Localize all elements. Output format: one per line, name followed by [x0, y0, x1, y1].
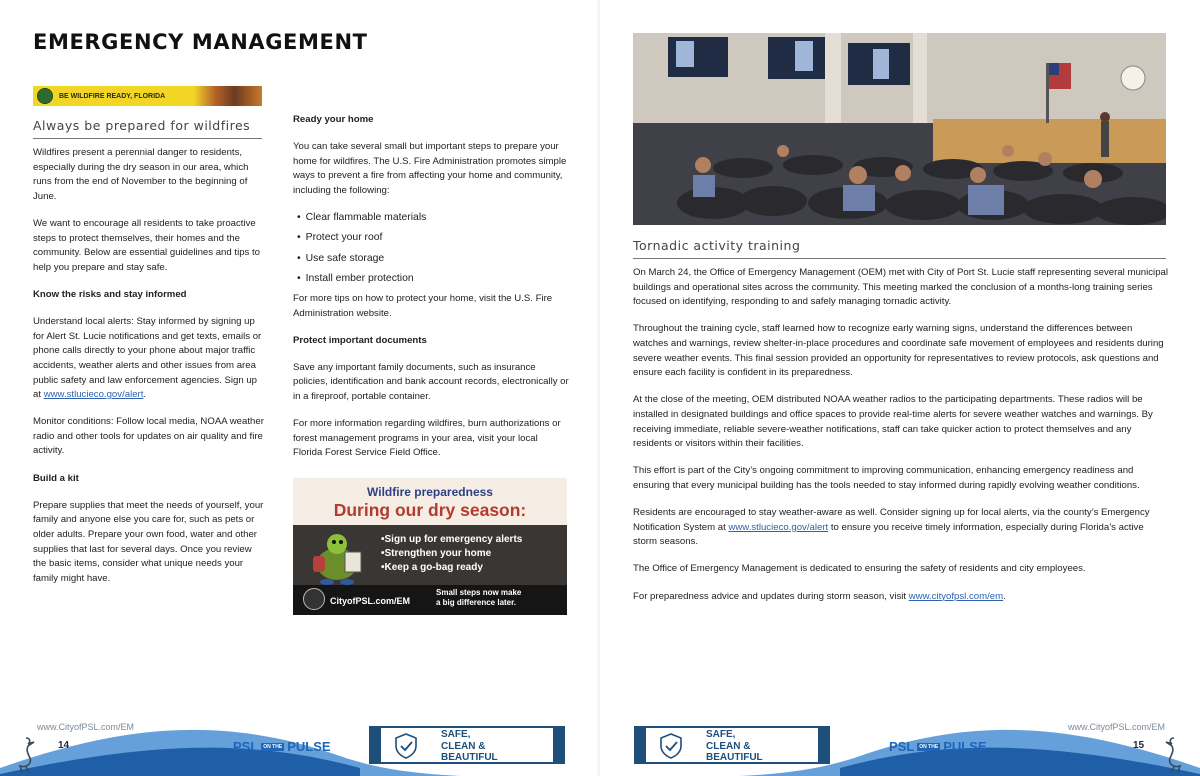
scb-line: BEAUTIFUL	[706, 752, 763, 763]
poster-bullets	[381, 533, 522, 575]
paragraph: You can take several small but important steps to prepare your home for wildfires. The U.S. Fire Administration promotes simple ways to prevent a fire from affecting your home and community, including the following:	[293, 141, 567, 196]
paragraph-visit	[633, 590, 1170, 605]
poster-bullet: • Sign up for emergency alerts	[381, 533, 522, 547]
safe-clean-beautiful-logo	[369, 726, 565, 764]
turtle-mascot-icon	[301, 530, 373, 586]
paragraph: Prepare supplies that meet the needs of yourself, your family and anyone else you care for, such as pets or older adults. Prepare your own food, water and other supplies that last for several days. Once you review the basic items, consider what unique needs your family might have.	[33, 499, 264, 584]
paragraph: Throughout the training cycle, staff learned how to recognize early warning signs, understand the differences between watches and warnings, review shelter-in-place procedures and coordinate safe movement of employees and residents during severe weather events. This final session provided an opportunity for representatives to review protocols, ask questions and ensure each facility is confident in its preparedness.	[633, 323, 1164, 379]
logo-badge: ON THE	[919, 743, 939, 750]
scb-line: SAFE,	[706, 729, 736, 740]
paragraph: We want to encourage all residents to take proactive steps to protect themselves, their homes and the community. Below are essential guidelines and tips to help you prepare and stay safe.	[33, 217, 260, 273]
wildfire-banner	[33, 86, 262, 106]
paragraph-end: .	[1003, 590, 1006, 602]
stlucie-alert-link[interactable]: www.stlucieco.gov/alert	[728, 521, 829, 533]
heading-rule	[33, 138, 262, 139]
column-2	[293, 113, 569, 474]
stlucie-alert-link[interactable]: www.stlucieco.gov/alert	[43, 389, 144, 401]
paragraph-alerts	[633, 506, 1170, 550]
logo-pulse: PULSE	[287, 739, 331, 754]
paragraph: Save any important family documents, such as insurance policies, identification and bank account records, electronically or in a fireproof, portable container.	[293, 361, 569, 403]
paragraph-alerts	[33, 315, 265, 403]
cityofpsl-em-link[interactable]: www.cityofpsl.com/em	[908, 590, 1004, 602]
poster-url: CityofPSL.com/EM	[330, 596, 411, 606]
banner-fire-image	[194, 86, 262, 106]
home-tips-list	[297, 211, 569, 286]
paragraph: This effort is part of the City’s ongoing commitment to improving communication, enhancing emergency readiness and ensuring that every municipal building has the tools needed to stay informed during rapidly evolving weather conditions.	[633, 465, 1140, 491]
paragraph-text: to ensure you receive timely information, especially during Florida’s active storm seasons.	[633, 521, 1144, 548]
scb-bar	[553, 728, 563, 762]
logo-psl: PSL	[889, 739, 915, 754]
column-1	[33, 146, 265, 599]
page-title: EMERGENCY MANAGEMENT	[33, 30, 368, 54]
subheading-build-kit: Build a kit	[33, 472, 79, 484]
scb-line: BEAUTIFUL	[441, 752, 498, 763]
footer-url: www.CityofPSL.com/EM	[1068, 722, 1166, 732]
paragraph-end: .	[143, 389, 147, 401]
section-heading-tornadic: Tornadic activity training	[633, 238, 801, 253]
paragraph: The Office of Emergency Management is dedicated to ensuring the safety of residents and city employees.	[633, 563, 1086, 575]
psl-pulse-logo	[889, 739, 987, 754]
list-item: • Install ember protection	[297, 272, 569, 286]
poster-title: Wildfire preparedness	[367, 485, 493, 499]
banner-text: BE WILDFIRE READY, FLORIDA	[59, 92, 166, 100]
heron-icon	[12, 736, 38, 774]
scb-line: CLEAN &	[706, 740, 751, 752]
scb-line: SAFE,	[441, 729, 471, 740]
logo-badge: ON THE	[263, 743, 283, 750]
poster-subtitle: During our dry season:	[333, 500, 527, 520]
paragraph-text: For preparedness advice and updates during storm season, visit	[633, 590, 907, 602]
wildfire-poster	[293, 478, 567, 615]
section-heading-wildfires: Always be prepared for wildfires	[33, 118, 251, 133]
paragraph-text: Residents are encouraged to stay weather-aware as well. Consider signing up for local alerts, via the county’s Emergency Notification System at	[633, 507, 1150, 533]
city-seal-icon	[303, 588, 325, 610]
poster-bullet: • Strengthen your home	[381, 547, 522, 561]
footer-url: www.CityofPSL.com/EM	[37, 722, 135, 732]
shield-check-icon	[393, 732, 419, 760]
logo-pulse: PULSE	[943, 739, 987, 754]
paragraph: Monitor conditions: Follow local media, NOAA weather radio and other tools for updates on air quality and fire activity.	[33, 416, 264, 457]
paragraph: For more information regarding wildfires, burn authorizations or forest management programs in your area, visit your local Florida Forest Service Field Office.	[293, 418, 561, 459]
poster-tagline-line: Small steps now make	[436, 588, 522, 597]
heading-rule	[633, 258, 1166, 259]
paragraph: On March 24, the Office of Emergency Management (OEM) met with City of Port St. Lucie staff representing several municipal buildings and operational sites across the community. This meeting marked the conclusion of a months-long training series focused on identifying, responding to and safely managing tornadic activity.	[633, 267, 1168, 308]
scb-text	[441, 729, 498, 764]
poster-bullet: • Keep a go-bag ready	[381, 561, 522, 575]
logo-psl: PSL	[233, 739, 259, 754]
paragraph: For more tips on how to protect your home, visit the U.S. Fire Administration website.	[293, 292, 553, 319]
florida-forest-service-seal-icon	[37, 88, 53, 104]
meeting-room-image	[633, 33, 1166, 225]
paragraph-text: Understand local alerts: Stay informed by signing up for Alert St. Lucie notifications and get texts, emails or phone calls directly to your phone about major traffic accidents, weather alerts and other issues from area public safety and law enforcement agencies. Sign up at	[33, 316, 262, 401]
heron-icon	[1162, 736, 1188, 774]
page-number: 15	[1133, 740, 1145, 751]
scb-line: CLEAN &	[441, 740, 486, 752]
poster-tagline-line: a big difference later.	[436, 598, 517, 607]
poster-tagline	[436, 588, 521, 608]
paragraph: At the close of the meeting, OEM distributed NOAA weather radios to the participating departments. These radios will be installed in designated buildings and office spaces to provide real-time alerts for severe weather watches and warnings. By receiving immediate, reliable severe-weather notifications, staff can take quicker action to protect themselves and any residents or visitors within their facilities.	[633, 394, 1153, 450]
subheading-ready-home: Ready your home	[293, 114, 374, 125]
subheading-know-risks: Know the risks and stay informed	[33, 288, 187, 300]
right-column	[633, 266, 1170, 617]
scb-bar	[371, 728, 381, 762]
page-number: 14	[58, 740, 70, 751]
list-item: • Use safe storage	[297, 252, 569, 266]
paragraph: Wildfires present a perennial danger to residents, especially during the dry season in our area, which runs from the end of November to the beginning of June.	[33, 147, 249, 202]
training-meeting-photo	[633, 33, 1166, 225]
psl-pulse-logo	[233, 739, 331, 754]
list-item: • Clear flammable materials	[297, 211, 569, 225]
list-item: • Protect your roof	[297, 231, 569, 245]
subheading-protect-docs: Protect important documents	[293, 334, 427, 346]
